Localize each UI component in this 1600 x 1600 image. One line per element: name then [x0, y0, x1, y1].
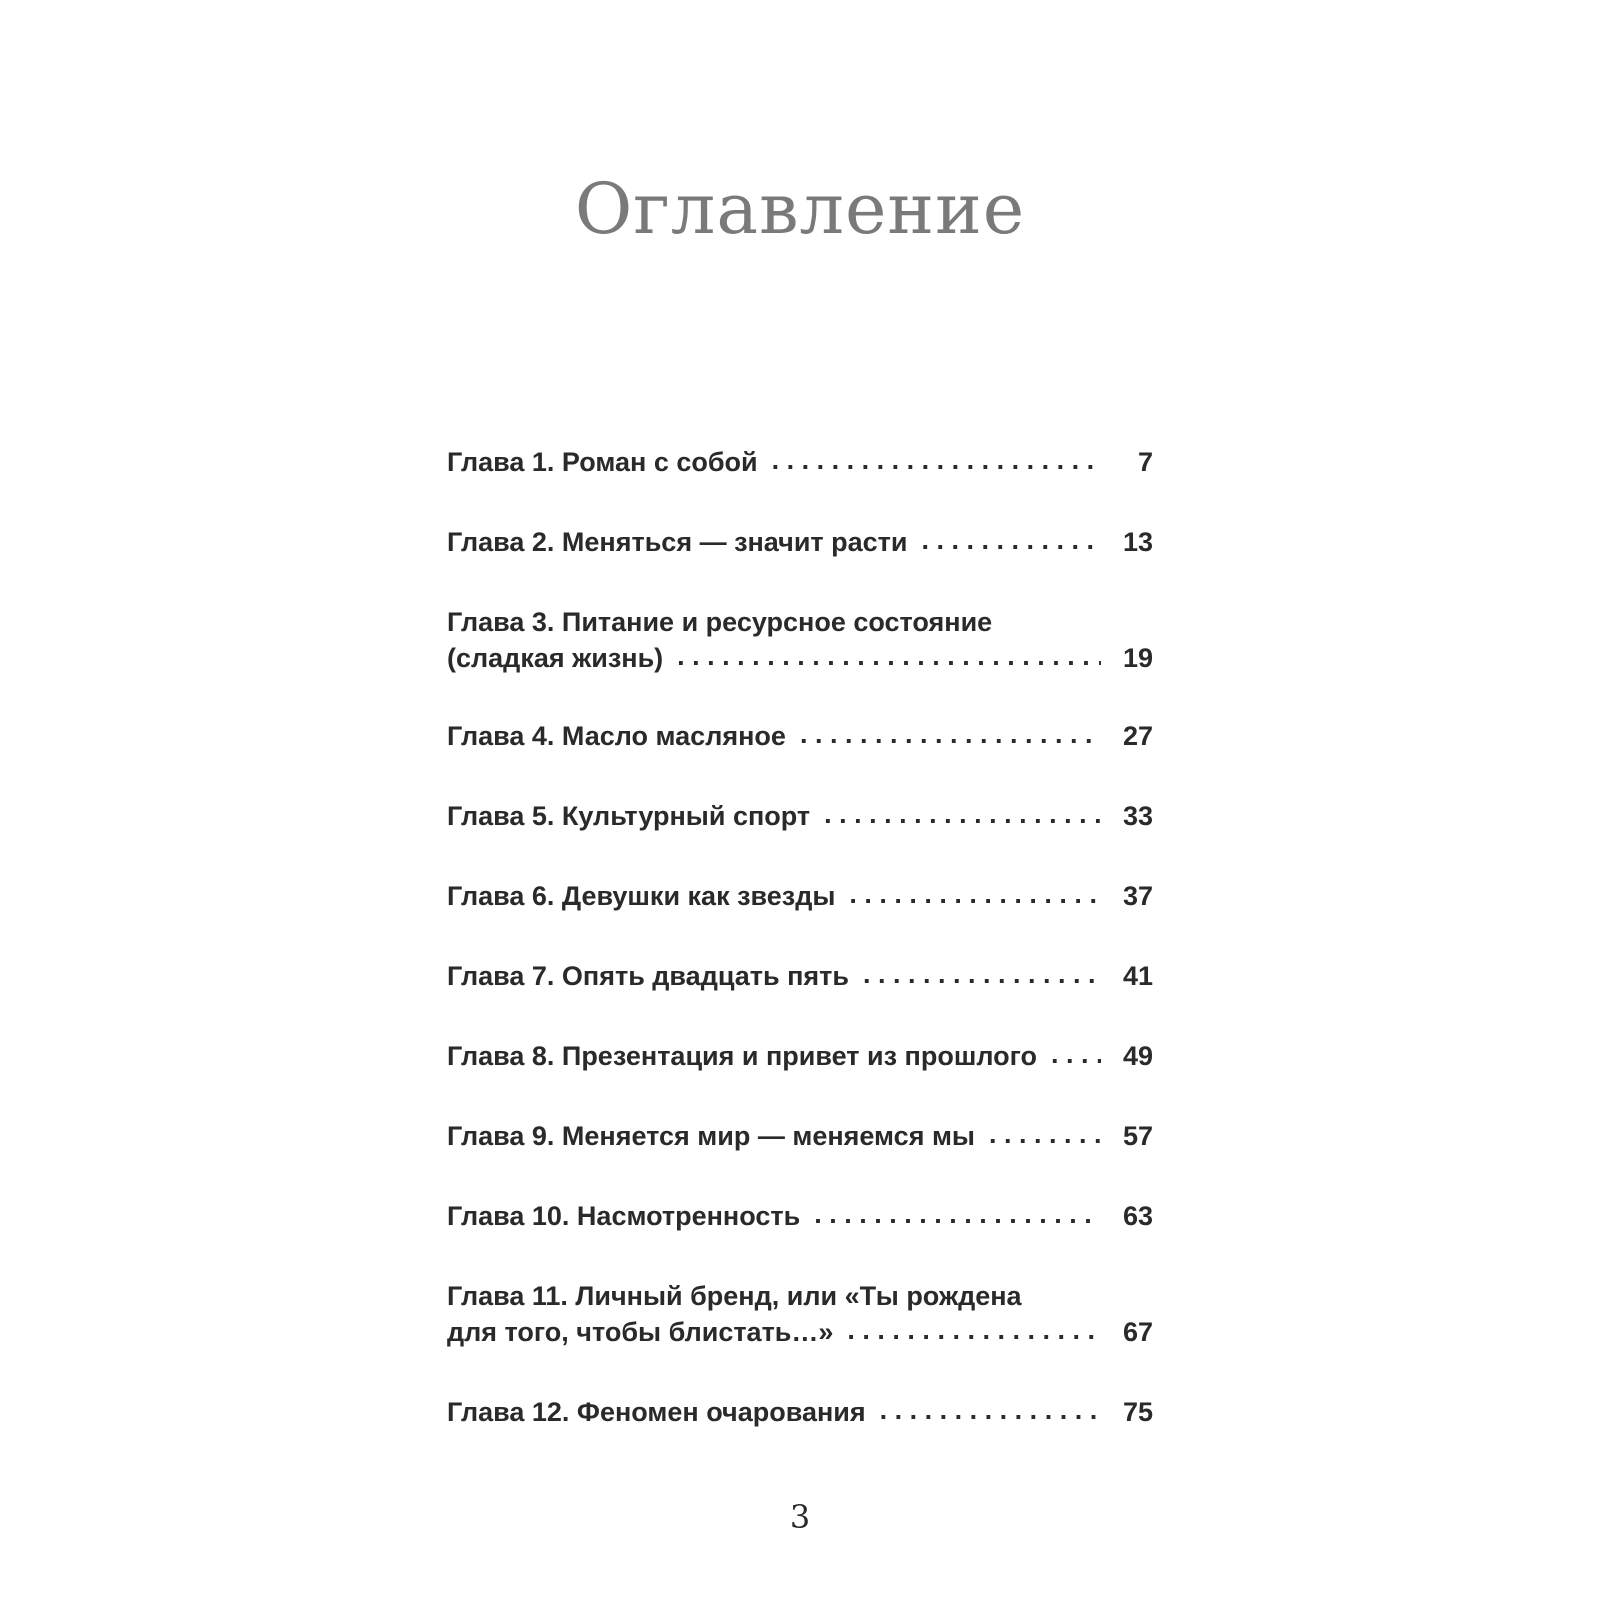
toc-entry-title-cont: (сладкая жизнь)	[447, 643, 664, 673]
toc-entry-title: Глава 10. Насмотренность	[447, 1201, 801, 1231]
toc-entry-7[interactable]	[447, 958, 1153, 994]
toc-leader-dots	[847, 1312, 1101, 1348]
toc-entry-page: 57	[1122, 1121, 1153, 1151]
toc-entry-page: 27	[1122, 721, 1153, 751]
toc-entry-8[interactable]	[447, 1038, 1153, 1074]
toc-entry-12[interactable]	[447, 1394, 1153, 1430]
toc-entry-title: Глава 4. Масло масляное	[447, 721, 786, 751]
toc-leader-dots	[880, 1392, 1101, 1428]
toc-entry-page: 41	[1122, 961, 1153, 991]
toc-entry-1[interactable]	[447, 444, 1153, 480]
toc-leader-dots	[814, 1196, 1101, 1232]
toc-leader-dots	[677, 638, 1101, 674]
toc-leader-dots	[849, 876, 1101, 912]
toc-leader-dots	[863, 956, 1101, 992]
toc-entry-page: 75	[1122, 1397, 1153, 1427]
toc-entry-page: 33	[1122, 801, 1153, 831]
toc-entry-page: 19	[1122, 643, 1153, 673]
toc-entry-3[interactable]	[447, 604, 1153, 676]
toc-leader-dots	[772, 442, 1101, 478]
page-title: Оглавление	[574, 168, 1026, 250]
toc-entry-title: Глава 9. Меняется мир — меняемся мы	[447, 1121, 975, 1151]
toc-entry-title: Глава 2. Меняться — значит расти	[447, 527, 908, 557]
toc-entry-title: Глава 7. Опять двадцать пять	[447, 961, 849, 991]
toc-entry-page: 49	[1122, 1041, 1153, 1071]
toc-entry-title: Глава 11. Личный бренд, или «Ты рождена	[447, 1281, 1022, 1311]
toc-entry-page: 67	[1122, 1317, 1153, 1347]
toc-leader-dots	[989, 1116, 1101, 1152]
toc-entry-title: Глава 1. Роман с собой	[447, 447, 758, 477]
toc-leader-dots	[1051, 1036, 1101, 1072]
toc-entry-page: 13	[1122, 527, 1153, 557]
toc-entry-page: 37	[1122, 881, 1153, 911]
toc-entry-10[interactable]	[447, 1198, 1153, 1234]
page-number: 3	[789, 1498, 811, 1536]
toc-entry-page: 7	[1137, 447, 1153, 477]
toc-entry-4[interactable]	[447, 718, 1153, 754]
toc-entry-title-cont: для того, чтобы блистать…»	[447, 1317, 834, 1347]
toc-entry-title: Глава 12. Феномен очарования	[447, 1397, 866, 1427]
toc-entry-6[interactable]	[447, 878, 1153, 914]
toc-entry-11[interactable]	[447, 1278, 1153, 1350]
toc-entry-5[interactable]	[447, 798, 1153, 834]
toc-entry-title: Глава 8. Презентация и привет из прошлого	[447, 1041, 1038, 1071]
toc-leader-dots	[922, 522, 1102, 558]
toc-leader-dots	[800, 716, 1101, 752]
toc-entry-title: Глава 5. Культурный спорт	[447, 801, 811, 831]
toc-entry-page: 63	[1122, 1201, 1153, 1231]
toc-entry-9[interactable]	[447, 1118, 1153, 1154]
toc-entry-2[interactable]	[447, 524, 1153, 560]
toc-leader-dots	[824, 796, 1101, 832]
toc-entry-title: Глава 6. Девушки как звезды	[447, 881, 836, 911]
toc-entry-title: Глава 3. Питание и ресурсное состояние	[447, 607, 993, 637]
